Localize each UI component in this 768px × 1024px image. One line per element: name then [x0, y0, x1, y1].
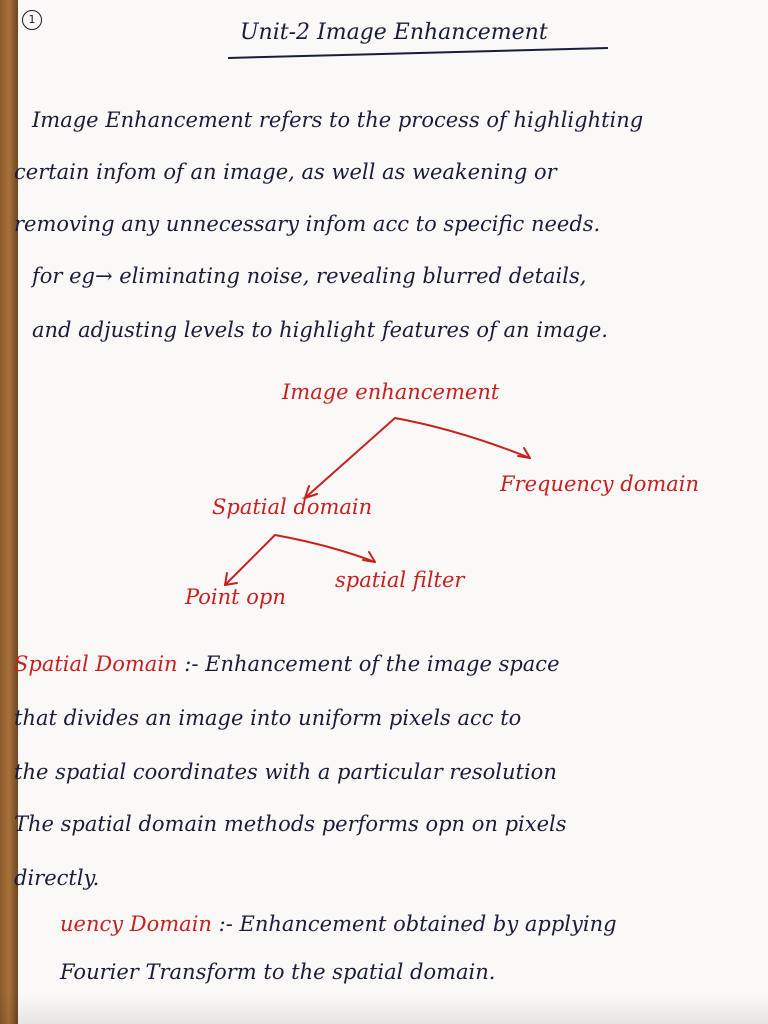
page-title: Unit-2 Image Enhancement	[240, 20, 548, 45]
page-number-marker: 1	[22, 10, 42, 30]
intro-line-2: certain infom of an image, as well as weakening or	[14, 160, 557, 184]
spatial-section-heading: Spatial Domain	[14, 652, 178, 676]
edge-root-frequency	[395, 418, 530, 458]
edge-spatial-filter	[275, 535, 375, 562]
frequency-section-heading: uency Domain	[60, 912, 212, 936]
page-bottom-shadow	[0, 994, 768, 1024]
diagram-point-opn: Point opn	[185, 585, 286, 609]
intro-line-5: and adjusting levels to highlight features of an image.	[32, 318, 608, 342]
spatial-section-line-2: that divides an image into uniform pixels acc to	[14, 706, 522, 730]
spatial-section-line-5: directly.	[14, 866, 100, 890]
edge-root-spatial	[305, 418, 395, 498]
spatial-section-line-4: The spatial domain methods performs opn on pixels	[14, 812, 567, 836]
diagram-spatial-domain: Spatial domain	[212, 495, 373, 519]
intro-line-1: Image Enhancement refers to the process of highlighting	[32, 108, 644, 132]
diagram-frequency-domain: Frequency domain	[500, 472, 700, 496]
intro-line-4: for eg→ eliminating noise, revealing blurred details,	[32, 264, 587, 288]
spatial-section-line-1: Enhancement of the image space	[205, 652, 560, 676]
diagram-root: Image enhancement	[282, 380, 500, 404]
spatial-section-separator: :-	[184, 652, 199, 676]
edge-spatial-point	[225, 535, 275, 585]
frequency-section-separator: :-	[218, 912, 233, 936]
spatial-section-line-3: the spatial coordinates with a particular resolution	[14, 760, 557, 784]
frequency-section-line-1: Enhancement obtained by applying	[239, 912, 617, 936]
frequency-section-first-line	[60, 912, 617, 936]
diagram-spatial-filter: spatial filter	[335, 568, 465, 592]
spatial-section-first-line	[14, 652, 560, 676]
frequency-section-line-2: Fourier Transform to the spatial domain.	[60, 960, 496, 984]
intro-line-3: removing any unnecessary infom acc to specific needs.	[14, 212, 601, 236]
